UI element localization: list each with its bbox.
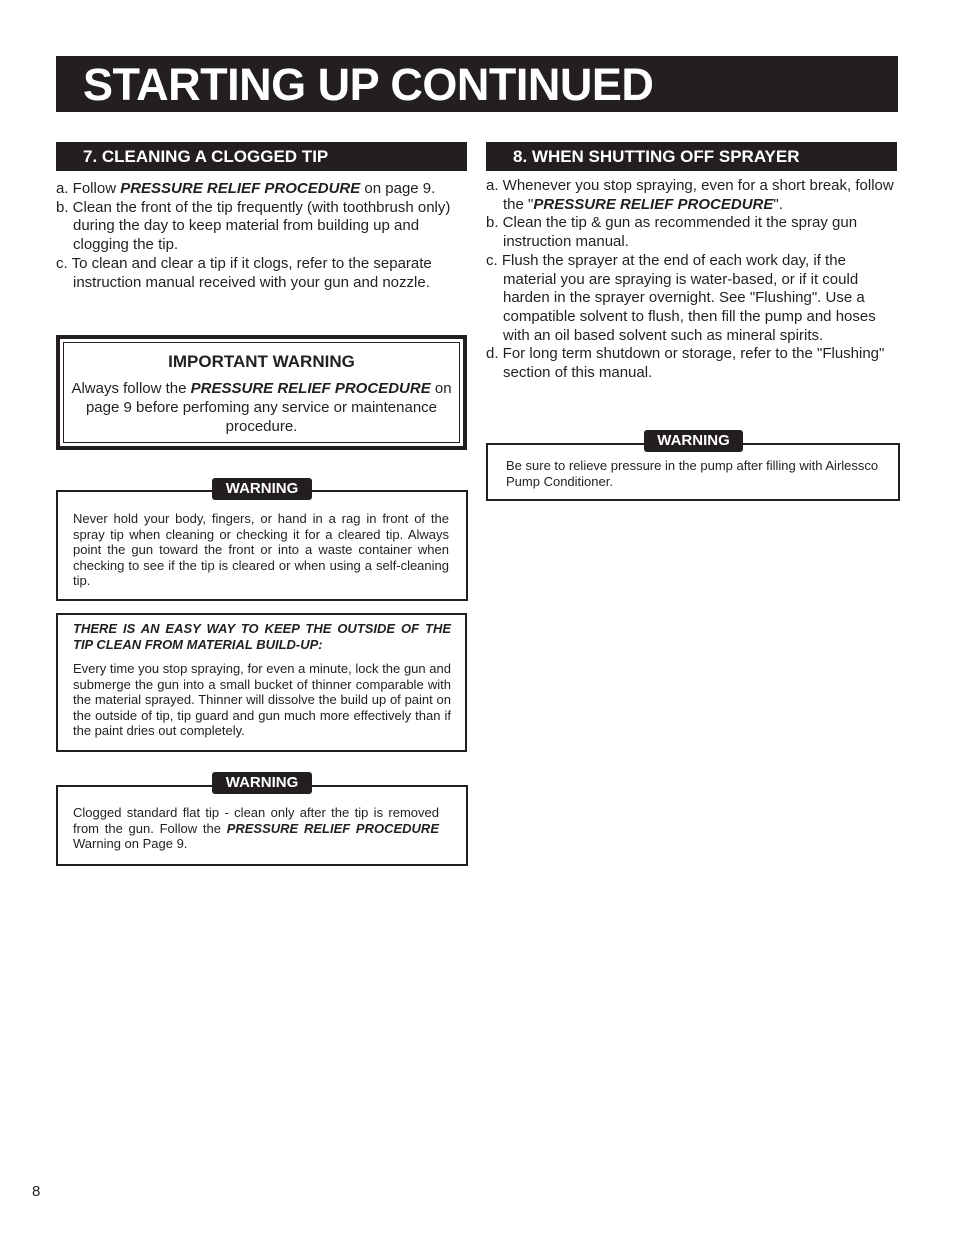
section-8-item-c: c. Flush the sprayer at the end of each work day, if the material you are spraying is water-based, or if it could harden in the sprayer overnight. See "Flushing". Use a compatible solvent to flush, then fill the pump and hoses with an oil based solvent such as mineral spirits. [486, 251, 876, 344]
warning-box-1 [56, 490, 468, 601]
important-warning-title: IMPORTANT WARNING [168, 352, 355, 371]
page-title: STARTING UP CONTINUED [83, 59, 654, 110]
warning-2-text-bold: PRESSURE RELIEF PROCEDURE [226, 820, 439, 836]
section-8-list [486, 177, 896, 383]
s8-item-a-suffix: ". [773, 195, 783, 213]
item-a-bold: PRESSURE RELIEF PROCEDURE [120, 180, 361, 197]
page-number: 8 [32, 1183, 41, 1200]
warning-label-3: WARNING [644, 430, 743, 452]
section-8-item-a [486, 177, 896, 214]
important-warning-text [64, 379, 459, 436]
warning-box-2 [56, 785, 468, 866]
warning-1-text: Never hold your body, fingers, or hand in a rag in front of the spray tip when cleaning or checking it for a cleared tip. Always point the gun toward the front or into a waste container when checking to see if the tip is cleared or when using a self-cleaning tip. [73, 511, 449, 588]
section-8-item-b: b. Clean the tip & gun as recommended it the spray gun instruction manual. [486, 214, 858, 251]
section-7-heading-text: 7. CLEANING A CLOGGED TIP [83, 147, 329, 166]
section-8-heading [486, 142, 897, 171]
section-7-item-b: b. Clean the front of the tip frequently (with toothbrush only) during the day to keep material from building up and clogging the tip. [56, 198, 451, 254]
section-7-item-c: c. To clean and clear a tip if it clogs, refer to the separate instruction manual received with your gun and nozzle. [56, 254, 432, 291]
s8-item-a-prefix: a. Whenever you stop spraying, even for a short break, follow the " [486, 177, 894, 213]
section-8-heading-text: 8. WHEN SHUTTING OFF SPRAYER [513, 147, 800, 166]
warning-label-1: WARNING [212, 478, 312, 500]
section-7-heading [56, 142, 467, 171]
warning-2-text-suffix: Warning on Page 9. [73, 836, 188, 851]
item-a-suffix: on page 9. [360, 180, 436, 197]
important-warning-box [56, 335, 467, 450]
tip-box-content [73, 621, 451, 739]
warning-label-2: WARNING [212, 772, 312, 794]
tip-box-text: Every time you stop spraying, for even a minute, lock the gun and submerge the gun into a small bucket of thinner comparable with the material sprayed. Thinner will dissolve the build up of paint on the outside of tip, tip guard and gun much more effectively than if the paint dries out completely. [73, 661, 451, 738]
important-text-suffix: on page 9 before perfoming any service or maintenance procedure. [85, 380, 452, 435]
warning-3-text: Be sure to relieve pressure in the pump after filling with Airlessco Pump Conditioner. [506, 458, 879, 489]
warning-2-text-prefix: Clogged standard flat tip - clean only after the tip is removed from the gun. Follow the [73, 805, 439, 836]
tip-box [56, 613, 467, 752]
warning-2-text [73, 805, 439, 852]
section-7-item-a [56, 180, 470, 199]
important-warning-inner-border [63, 342, 460, 443]
section-7-list [56, 180, 470, 292]
item-a-prefix: a. Follow [56, 180, 121, 197]
page-title-bar [56, 56, 898, 112]
s8-item-a-bold: PRESSURE RELIEF PROCEDURE [533, 195, 774, 213]
tip-box-heading: THERE IS AN EASY WAY TO KEEP THE OUTSIDE OF THE TIP CLEAN FROM MATERIAL BUILD-UP: [73, 621, 451, 652]
section-8-item-d: d. For long term shutdown or storage, refer to the "Flushing" section of this manual. [486, 345, 885, 382]
important-text-prefix: Always follow the [71, 380, 191, 397]
important-text-bold: PRESSURE RELIEF PROCEDURE [190, 380, 431, 397]
